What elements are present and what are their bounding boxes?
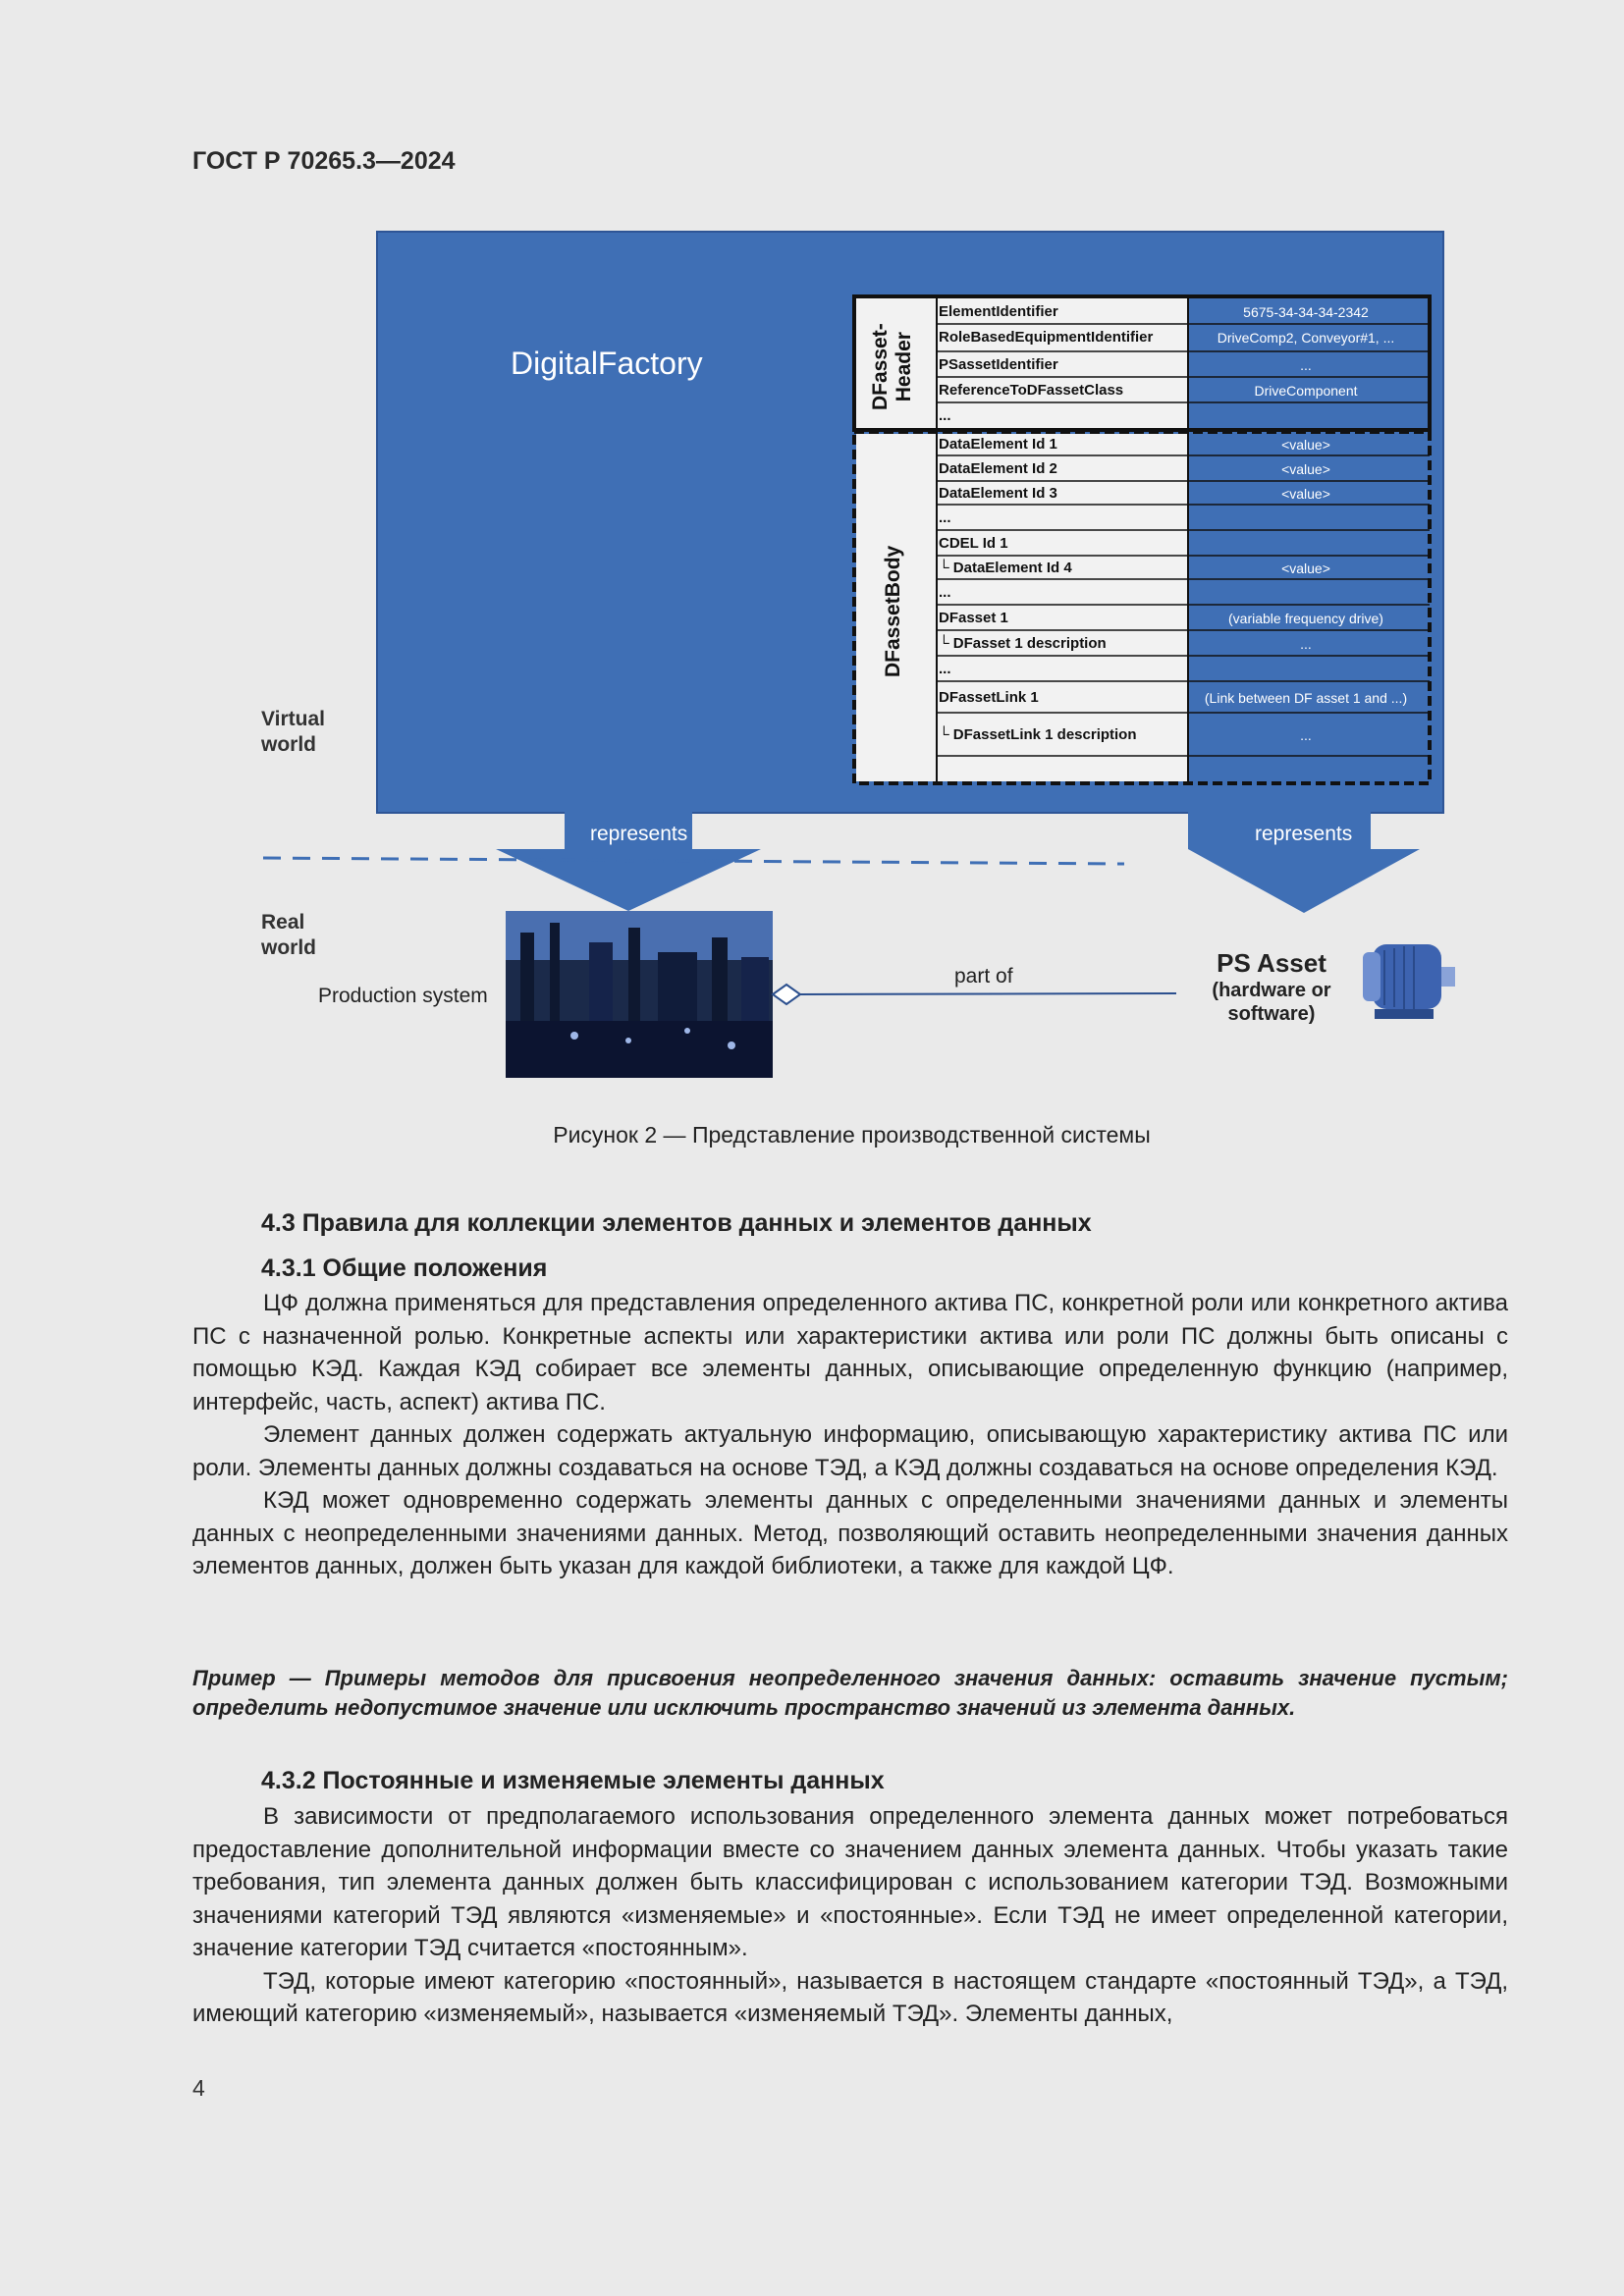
table-value: 5675-34-34-34-2342 — [1243, 304, 1369, 320]
section-4-3-heading: 4.3 Правила для коллекции элементов данных и элементов данных — [261, 1209, 1092, 1237]
paragraph: КЭД может одновременно содержать элементы данных с определенными значениями данных и элементы данных с неопределенными значениями данных. Метод, позволяющий оставить неопределенными значения данных элементов данных, должен быть указан для каждой библиотеки, а также для каждой ЦФ. — [192, 1487, 1508, 1579]
table-value: <value> — [1281, 486, 1330, 502]
page-number: 4 — [192, 2075, 205, 2101]
dfasset-header-label: DFasset- Header — [869, 323, 915, 410]
table-key: CDEL Id 1 — [939, 535, 1008, 552]
represents-label-right: represents — [1255, 823, 1353, 845]
section-4-3-1-heading: 4.3.1 Общие положения — [261, 1255, 548, 1282]
table-value: ... — [1300, 727, 1312, 743]
motor-icon — [1363, 944, 1455, 1019]
table-key: DFassetLink 1 — [939, 689, 1039, 706]
part-of-label: part of — [954, 965, 1013, 988]
ps-asset-label: PS Asset (hardware or software) — [1212, 948, 1331, 1025]
table-key: └ DataElement Id 4 — [939, 560, 1072, 576]
table-value: DriveComponent — [1254, 383, 1358, 399]
virtual-world-label: Virtual world — [261, 708, 325, 756]
table-key: DataElement Id 3 — [939, 485, 1057, 502]
part-of-line — [800, 993, 1176, 994]
section-4-3-1-text — [192, 1287, 1508, 1583]
table-value: <value> — [1281, 561, 1330, 576]
figure-caption: Рисунок 2 — Представление производственной системы — [553, 1122, 1151, 1148]
table-value: DriveComp2, Conveyor#1, ... — [1217, 330, 1395, 346]
table-key: ReferenceToDFassetClass — [939, 382, 1124, 399]
real-world-label: Real world — [261, 911, 316, 959]
represents-label-left: represents — [590, 823, 688, 845]
digital-factory-title: DigitalFactory — [511, 346, 703, 381]
dfasset-body-label: DFassetBody — [882, 545, 904, 677]
table-key: DataElement Id 2 — [939, 460, 1057, 477]
paragraph: В зависимости от предполагаемого использования определенного элемента данных может потребоваться предоставление дополнительной информации вместе со значением данных элемента данных. Чтобы указать такие требования, тип элемента данных должен быть классифицирован с использованием категории ТЭД. Возможными значениями категорий ТЭД являются «изменяемые» и «постоянные». Если ТЭД не имеет определенной категории, значение категории ТЭД считается «постоянным». — [192, 1803, 1508, 1961]
table-key: └ DFassetLink 1 description — [939, 726, 1137, 743]
section-4-3-2-heading: 4.3.2 Постоянные и изменяемые элементы данных — [261, 1767, 885, 1794]
table-value: <value> — [1281, 437, 1330, 453]
table-value: <value> — [1281, 461, 1330, 477]
table-key: ElementIdentifier — [939, 303, 1058, 320]
paragraph: ЦФ должна применяться для представления определенного актива ПС, конкретной роли или конкретного актива ПС с назначенной ролью. Конкретные аспекты или характеристики актива или роли ПС должны быть описаны с помощью КЭД. Каждая КЭД собирает все элементы данных, описывающие определенную функцию (например, интерфейс, часть, аспект) актива ПС. — [192, 1290, 1508, 1415]
paragraph: ТЭД, которые имеют категорию «постоянный», называется в настоящем стандарте «постоянный ТЭД», а ТЭД, имеющий категорию «изменяемый», называется «изменяемый ТЭД». Элементы данных, — [192, 1967, 1508, 2027]
table-key: ... — [939, 584, 951, 601]
table-value: ... — [1300, 357, 1312, 373]
table-key: RoleBasedEquipmentIdentifier — [939, 329, 1154, 346]
table-key: ... — [939, 661, 951, 677]
paragraph: Элемент данных должен содержать актуальную информацию, описывающую характеристику актива ПС или роли. Элементы данных должны создаваться на основе ТЭД, а КЭД должны создаваться на основе определения КЭД. — [192, 1421, 1508, 1481]
table-key: DFasset 1 — [939, 610, 1008, 626]
table-value: (Link between DF asset 1 and ...) — [1204, 690, 1408, 706]
example-note: Пример — Примеры методов для присвоения неопределенного значения данных: оставить значение пустым; определить недопустимое значение или исключить пространство значений из элемента данных. — [192, 1666, 1508, 1720]
table-key: ... — [939, 509, 951, 526]
table-key: ... — [939, 407, 951, 424]
table-key: PSassetIdentifier — [939, 356, 1058, 373]
table-value: ... — [1300, 636, 1312, 652]
section-4-3-2-text — [192, 1800, 1508, 2031]
production-system-label: Production system — [318, 985, 488, 1007]
document-code: ГОСТ Р 70265.3—2024 — [192, 147, 456, 175]
table-key: DataElement Id 1 — [939, 436, 1057, 453]
table-value: (variable frequency drive) — [1228, 611, 1383, 626]
table-key: └ DFasset 1 description — [939, 635, 1107, 652]
aggregation-diamond — [773, 985, 800, 1004]
